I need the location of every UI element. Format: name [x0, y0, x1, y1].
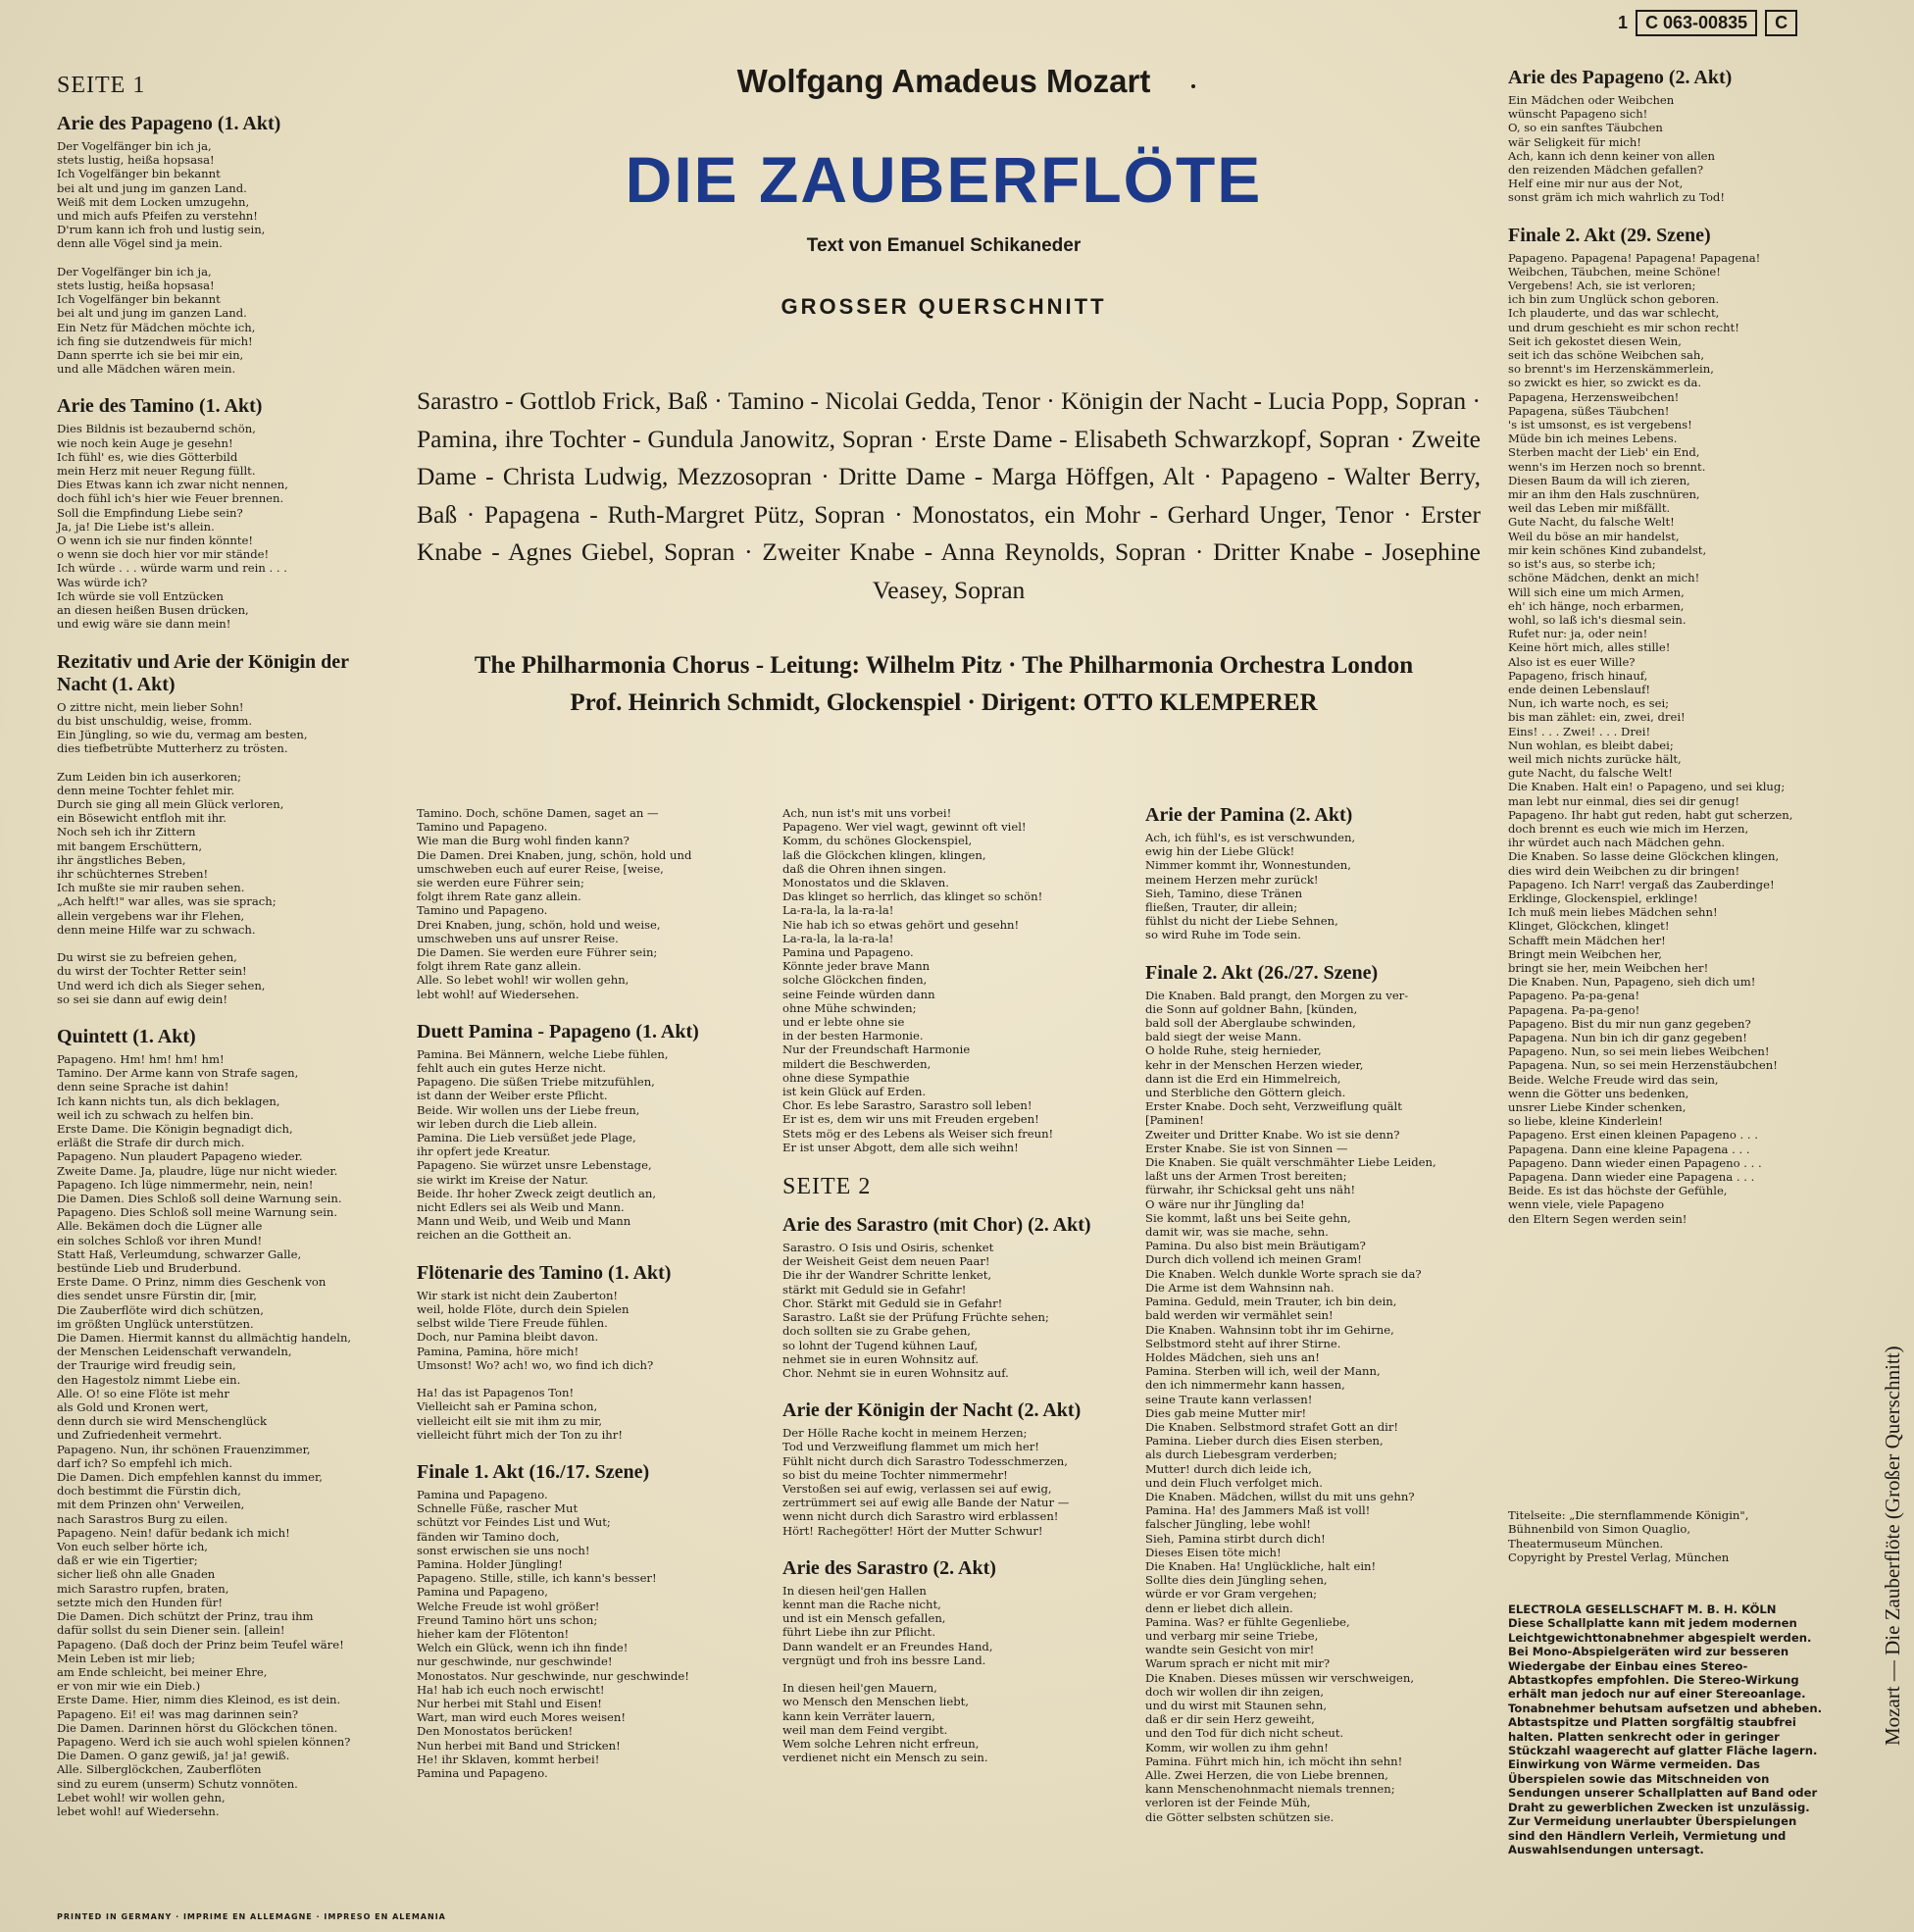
catalog-suffix: C [1765, 10, 1797, 36]
side-heading-2: SEITE 2 [782, 1174, 872, 1200]
catalog-number: C 063-00835 [1636, 10, 1757, 36]
section-title: Arie der Pamina (2. Akt) [1145, 804, 1353, 826]
libretto-credit: Text von Emanuel Schikaneder [806, 235, 1082, 256]
section-title: Arie des Papageno (1. Akt) [57, 113, 281, 134]
column-4 [1145, 804, 1498, 1844]
catalog-prefix: 1 [1618, 13, 1629, 32]
lyrics-text: Papageno. Papagena! Papagena! Papagena! Weibchen, Täubchen, meine Schöne! Vergebens! Ach, sie ist verloren; ich bin zum Unglück schon geboren. Ich plauderte, und das war schlecht, und drum geschieht es mir schon recht! Seit ich gekostet diesen Wein, seit ich das schöne Weibchen sah, so brennt's im Herzenskämmerlein, so zwickt es hier, so zwickt es da. Papagena, Herzensweibchen! Papagena, süßes Täubchen! 's ist umsonst, es ist vergebens! Müde bin ich meines Lebens. Sterben macht der Lieb' ein End, wenn's im Herzen noch so brennt. Diesen Baum da will ich zieren, mir an ihm den Hals zuschnüren, weil das Leben mir mißfällt. Gute Nacht, du falsche Welt! Weil du böse an mir handelst, mir kein schönes Kind zubandelst, so ist's aus, so sterbe ich; schöne Mädchen, denkt an mich! Will sich eine um mich Armen, eh' ich hänge, noch erbarmen, wohl, so laß ich's diesmal sein. Rufet nur: ja, oder nein! Keine hört mich, alles stille! Also ist es euer Wille? Papageno, frisch hinauf, ende deinen Lebenslauf! Nun, ich warte noch, es sei; bis man zählet: ein, zwei, drei! Eins! . . . Zwei! . . . Drei! Nun wohlan, es bleibt dabei; weil mich nichts zurücke hält, gute Nacht, du falsche Welt! Die Knaben. Halt ein! o Papageno, und sei klug; man lebt nur einmal, dies sei dir genug! Papageno. Ihr habt gut reden, habt gut scherzen, doch brennt es euch wie mich im Herzen, ihr würdet auch nach Mädchen gehn. Die Knaben. So lasse deine Glöckchen klingen, dies wird dein Weibchen zu dir bringen! Papageno. Ich Narr! vergaß das Zauberdinge! Erklinge, Glockenspiel, erklinge! Ich muß mein liebes Mädchen sehn! Klinget, Glöckchen, klinget! Schafft mein Mädchen her! Bringt mein Weibchen her, bringt sie her, mein Weibchen her! Die Knaben. Nun, Papageno, sieh dich um! Papageno. Pa-pa-gena! Papagena. Pa-pa-geno! Papageno. Bist du mir nun ganz gegeben? Papagena. Nun bin ich dir ganz gegeben! Papageno. Nun, so sei mein liebes Weibchen! Papagena. Nun, so sei mein Herzenstäubchen! Beide. Welche Freude wird das sein, wenn die Götter uns bedenken, unsrer Liebe Kinder schenken, so liebe, kleine Kinderlein! Papageno. Erst einen kleinen Papageno . . . Papagena. Dann eine kleine Papagena . . . Papageno. Dann wieder einen Papageno . . . Papagena. Dann wieder eine Papagena . . . Beide. Es ist das höchste der Gefühle, wenn viele, viele Papageno den Eltern Segen werden sein! [1508, 250, 1793, 1226]
decorative-dot [1191, 84, 1195, 88]
section-title: Arie des Tamino (1. Akt) [57, 395, 263, 418]
printed-in-notice: PRINTED IN GERMANY · IMPRIME EN ALLEMAGNE · IMPRESO EN ALEMANIA [57, 1912, 446, 1921]
lyrics-text: Sarastro. O Isis und Osiris, schenket der Weisheit Geist dem neuen Paar! Die ihr der Wandrer Schritte lenket, stärkt mit Geduld sie in Gefahr! Chor. Stärkt mit Geduld sie in Gefahr! Sarastro. Laßt sie der Prüfung Früchte sehen; doch sollten sie zu Grabe gehen, so lohnt der Tugend kühnen Lauf, nehmet sie in euren Wohnsitz auf. Chor. Nehmt sie in euren Wohnsitz auf. [782, 1241, 1049, 1380]
lyrics-text: Papageno. Hm! hm! hm! hm! Tamino. Der Arme kann von Strafe sagen, denn seine Sprache ist dahin! Ich kann nichts tun, als dich beklagen, weil ich zu schwach zu helfen bin. Erste Dame. Die Königin begnadigt dich, erläßt die Strafe dir durch mich. Papageno. Nun plaudert Papageno wieder. Zweite Dame. Ja, plaudre, lüge nur nicht wieder. Papageno. Ich lüge nimmermehr, nein, nein! Die Damen. Dies Schloß soll deine Warnung sein. Papageno. Dies Schloß soll meine Warnung sein. Alle. Bekämen doch die Lügner alle ein solches Schloß vor ihren Mund! Statt Haß, Verleumdung, schwarzer Galle, bestünde Lieb und Bruderbund. Erste Dame. O Prinz, nimm dies Geschenk von dies sendet unsre Fürstin dir, [mir, Die Zauberflöte wird dich schützen, im größten Unglück unterstützen. Die Damen. Hiermit kannst du allmächtig handeln, der Menschen Leidenschaft verwandeln, der Traurige wird freudig sein, den Hagestolz nimmt Liebe ein. Alle. O! so eine Flöte ist mehr als Gold und Kronen wert, denn durch sie wird Menschenglück und Zufriedenheit vermehrt. Papageno. Nun, ihr schönen Frauenzimmer, darf ich? So empfehl ich mich. Die Damen. Dich empfehlen kannst du immer, doch bestimmt die Fürstin dich, mit dem Prinzen ohn' Verweilen, nach Sarastros Burg zu eilen. Papageno. Nein! dafür bedank ich mich! Von euch selber hörte ich, daß er wie ein Tigertier; sicher ließ ohn alle Gnaden mich Sarastro rupfen, braten, setzte mich den Hunden für! Die Damen. Dich schützt der Prinz, trau ihm dafür sollst du sein Diener sein. [allein! Papageno. (Daß doch der Prinz beim Teufel wäre! Mein Leben ist mir lieb; am Ende schleicht, bei meiner Ehre, er von mir wie ein Dieb.) Erste Dame. Hier, nimm dies Kleinod, es ist dein. Papageno. Ei! ei! was mag darinnen sein? Die Damen. Darinnen hörst du Glöckchen tönen. Papageno. Werd ich sie auch wohl spielen können? Die Damen. O ganz gewiß, ja! ja! gewiß. Alle. Silberglöckchen, Zauberflöten sind zu eurem (unserm) Schutz vonnöten. Lebet wohl! wir wollen gehn, lebet wohl! auf Wiedersehn. [57, 1051, 352, 1818]
lyrics-text: Die Knaben. Bald prangt, den Morgen zu ver- die Sonn auf goldner Bahn, [künden, bald soll der Aberglaube schwinden, bald siegt der weise Mann. O holde Ruhe, steig hernieder, kehr in der Menschen Herzen wieder, dann ist die Erd ein Himmelreich, und Sterbliche den Göttern gleich. Erster Knabe. Doch seht, Verzweiflung quält [Paminen! Zweiter und Dritter Knabe. Wo ist sie denn? Erster Knabe. Sie ist von Sinnen — Die Knaben. Sie quält verschmähter Liebe Leiden, laßt uns der Armen Trost bereiten; fürwahr, ihr Schicksal geht uns näh! O wäre nur ihr Jüngling da! Sie kommt, laßt uns bei Seite gehn, damit wir, was sie mache, sehn. Pamina. Du also bist mein Bräutigam? Durch dich vollend ich meinen Gram! Die Knaben. Welch dunkle Worte sprach sie da? Die Arme ist dem Wahnsinn nah. Pamina. Geduld, mein Trauter, ich bin dein, bald werden wir vermählet sein! Die Knaben. Wahnsinn tobt ihr im Gehirne, Selbstmord steht auf ihrer Stirne. Holdes Mädchen, sieh uns an! Pamina. Sterben will ich, weil der Mann, den ich nimmermehr kann hassen, seine Traute kann verlassen! Dies gab meine Mutter mir! Die Knaben. Selbstmord strafet Gott an dir! Pamina. Lieber durch dies Eisen sterben, als durch Liebesgram verderben; Mutter! durch dich leide ich, und dein Fluch verfolget mich. Die Knaben. Mädchen, willst du mit uns gehn? Pamina. Ha! des Jammers Maß ist voll! falscher Jüngling, lebe wohl! Sieh, Pamina stirbt durch dich! Dieses Eisen töte mich! Die Knaben. Ha! Unglückliche, halt ein! Sollte dies dein Jüngling sehen, würde er vor Gram vergehen; denn er liebet dich allein. Pamina. Was? er fühlte Gegenliebe, und verbarg mir seine Triebe, wandte sein Gesicht von mir! Warum sprach er nicht mit mir? Die Knaben. Dieses müssen wir verschweigen, doch wir wollen dir ihn zeigen, und du wirst mit Staunen sehn, daß er dir sein Herz geweiht, und den Tod für dich nicht scheut. Komm, wir wollen zu ihm gehn! Pamina. Führt mich hin, ich möcht ihn sehn! Alle. Zwei Herzen, die von Liebe brennen, kann Menschenohnmacht niemals trennen; verloren ist der Feinde Müh, die Götter selbsten schützen sie. [1145, 988, 1436, 1824]
lyrics-text: Pamina. Bei Männern, welche Liebe fühlen, fehlt auch ein gutes Herze nicht. Papageno. Die süßen Triebe mitzufühlen, ist dann der Weiber erste Pflicht. Beide. Wir wollen uns der Liebe freun, wir leben durch die Lieb allein. Pamina. Die Lieb versüßet jede Plage, ihr opfert jede Kreatur. Papageno. Sie würzet unsre Lebenstage, sie wirkt im Kreise der Natur. Beide. Ihr hoher Zweck zeigt deutlich an, nicht Edlers sei als Weib und Mann. Mann und Weib, und Weib und Mann reichen an die Gottheit an. [417, 1046, 669, 1243]
lyrics-text: Ein Mädchen oder Weibchen wünscht Papageno sich! O, so ein sanftes Täubchen wär Seligkeit für mich! Ach, kann ich denn keiner von allen den reizenden Mädchen gefallen? Helf eine mir nur aus der Not, sonst gräm ich mich wahrlich zu Tod! [1508, 93, 1726, 205]
section-title: Finale 2. Akt (29. Szene) [1508, 224, 1711, 246]
credits-line-1: The Philharmonia Chorus - Leitung: Wilhelm Pitz · The Philharmonia Orchestra London [474, 652, 1414, 679]
section-title: Arie der Königin der Nacht (2. Akt) [782, 1399, 1082, 1422]
album-title: DIE ZAUBERFLÖTE [625, 143, 1263, 216]
section-title: Arie des Sarastro (mit Chor) (2. Akt) [782, 1214, 1091, 1237]
lyrics-text: Wir stark ist nicht dein Zauberton! weil, holde Flöte, durch dein Spielen selbst wilde Tiere Freude fühlen. Doch, nur Pamina bleibt davon. Pamina, Pamina, höre mich! Umsonst! Wo? ach! wo, wo find ich dich? Ha! das ist Papagenos Ton! Vielleicht sah er Pamina schon, vielleicht eilt sie mit ihm zu mir, vielleicht führt mich der Ton zu ihr! [417, 1288, 654, 1442]
lyrics-text: Dies Bildnis ist bezaubernd schön, wie noch kein Auge je gesehn! Ich fühl' es, wie dies Götterbild mein Herz mit neuer Regung füllt. Dies Etwas kann ich zwar nicht nennen, doch fühl ich's hier wie Feuer brennen. Soll die Empfindung Liebe sein? Ja, ja! Die Liebe ist's allein. O wenn ich sie nur finden könnte! o wenn sie doch hier vor mir stände! Ich würde . . . würde warm und rein . . . Was würde ich? Ich würde sie voll Entzücken an diesen heißen Busen drücken, und ewig wäre sie dann mein! [57, 422, 288, 632]
lyrics-text: Der Hölle Rache kocht in meinem Herzen; Tod und Verzweiflung flammet um mich her! Fühlt nicht durch dich Sarastro Todesschmerzen, so bist du meine Tochter nimmermehr! Verstoßen sei auf ewig, verlassen sei auf ewig, zertrümmert sei auf ewig alle Bande der Natur — wenn nicht durch dich Sarastro wird erblassen! Hört! Rachegötter! Hört der Mutter Schwur! [782, 1426, 1070, 1538]
section-title: Flötenarie des Tamino (1. Akt) [417, 1261, 672, 1284]
lyrics-text: Pamina und Papageno. Schnelle Füße, rascher Mut schützt vor Feindes List und Wut; fänden wir Tamino doch, sonst erwischen sie uns noch! Pamina. Holder Jüngling! Papageno. Stille, stille, ich kann's besser! Pamina und Papageno, Welche Freude ist wohl größer! Freund Tamino hört uns schon; hieher kam der Flötenton! Welch ein Glück, wenn ich ihn finde! nur geschwinde, nur geschwinde! Monostatos. Nur geschwinde, nur geschwinde! Ha! hab ich euch noch erwischt! Nur herbei mit Stahl und Eisen! Wart, man wird euch Mores weisen! Den Monostatos berücken! Nun herbei mit Band und Stricken! He! ihr Sklaven, kommt herbei! Pamina und Papageno. [417, 1487, 689, 1780]
cover-art-credit: Titelseite: „Die sternflammende Königin", Bühnenbild von Simon Quaglio, Theatermuseum München. Copyright by Prestel Verlag, München [1508, 1508, 1749, 1565]
lyrics-text: In diesen heil'gen Hallen kennt man die Rache nicht, und ist ein Mensch gefallen, führt Liebe ihn zur Pflicht. Dann wandelt er an Freundes Hand, vergnügt und froh ins bessre Land. In diesen heil'gen Mauern, wo Mensch den Menschen liebt, kann kein Verräter lauern, weil man dem Feind vergibt. Wem solche Lehren nicht erfreun, verdienet nicht ein Mensch zu sein. [782, 1583, 993, 1765]
spine-text: Mozart — Die Zauberflöte (Großer Querschnitt) [1881, 1346, 1904, 1746]
side-heading-1: SEITE 1 [57, 73, 146, 98]
lyrics-text: Der Vogelfänger bin ich ja, stets lustig, heißa hopsasa! Ich Vogelfänger bin bekannt bei alt und jung im ganzen Land. Weiß mit dem Locken umzugehn, und mich aufs Pfeifen zu verstehn! D'rum kann ich froh und lustig sein, denn alle Vögel sind ja mein. Der Vogelfänger bin ich ja, stets lustig, heißa hopsasa! Ich Vogelfänger bin bekannt bei alt und jung im ganzen Land. Ein Netz für Mädchen möchte ich, ich fing sie dutzendweis für mich! Dann sperrte ich sie bei mir ein, und alle Mädchen wären mein. [57, 139, 266, 377]
catalog-number-block [1618, 10, 1797, 36]
section-title: Arie des Papageno (2. Akt) [1508, 67, 1733, 88]
column-5 [1508, 67, 1841, 1246]
composer-name: Wolfgang Amadeus Mozart [736, 63, 1151, 99]
lyrics-text: Ach, ich fühl's, es ist verschwunden, ewig hin der Liebe Glück! Nimmer kommt ihr, Wonnestunden, meinem Herzen mehr zurück! Sieh, Tamino, diese Tränen fließen, Trauter, dir allein; fühlst du nicht der Liebe Sehnen, so wird Ruhe im Tode sein. [1145, 831, 1356, 942]
section-title: Arie des Sarastro (2. Akt) [782, 1556, 996, 1579]
electrola-notice: ELECTROLA GESELLSCHAFT M. B. H. KÖLN Diese Schallplatte kann mit jedem modernen Leichtgewichttonabnehmer abgespielt werden. Bei Mono-Abspielgeräten wird zur besseren Wiedergabe der Einbau eines Stereo- Abtastkopfes empfohlen. Die Stereo-Wirkung erhält man jedoch nur auf einer Stereoanlage. Tonabnehmer behutsam aufsetzen und abheben. Abtastspitze und Platten sorgfältig staubfrei halten. Platten senkrecht oder in geringer Stückzahl waagerecht auf glatter Fläche lagern. Einwirkung von Wärme vermeiden. Das Überspielen sowie das Mitschneiden von Sendungen unserer Schallplatten auf Band oder Draht zu gewerblichen Zwecken ist unzulässig. Zur Vermeidung unerlaubter Überspielungen sind den Händlern Verleih, Vermietung und Auswahlsendungen untersagt. [1508, 1602, 1823, 1856]
lyrics-text: Tamino. Doch, schöne Damen, saget an — Tamino und Papageno. Wie man die Burg wohl finden kann? Die Damen. Drei Knaben, jung, schön, hold und umschweben euch auf eurer Reise, [weise, sie werden eure Führer sein; folgt ihrem Rate ganz allein. Tamino und Papageno. Drei Knaben, jung, schön, hold und weise, umschweben uns auf unsrer Reise. Die Damen. Sie werden eure Führer sein; folgt ihrem Rate ganz allein. Alle. So lebet wohl! wir wollen gehn, lebt wohl! auf Wiedersehen. [417, 806, 692, 1001]
column-1 [57, 73, 371, 1838]
column-2 [417, 806, 765, 1800]
column-3 [782, 806, 1106, 1784]
lyrics-text: Ach, nun ist's mit uns vorbei! Papageno. Wer viel wagt, gewinnt oft viel! Komm, du schönes Glockenspiel, laß die Glöckchen klingen, klingen, daß die Ohren ihnen singen. Monostatos und die Sklaven. Das klinget so herrlich, das klinget so schön! La-ra-la, la la-ra-la! Nie hab ich so etwas gehört und gesehn! La-ra-la, la la-ra-la! Pamina und Papageno. Könnte jeder brave Mann solche Glöckchen finden, seine Feinde würden dann ohne Mühe schwinden; und er lebte ohne sie in der besten Harmonie. Nur der Freundschaft Harmonie mildert die Beschwerden, ohne diese Sympathie ist kein Glück auf Erden. Chor. Es lebe Sarastro, Sarastro soll leben! Er ist es, dem wir uns mit Freuden ergeben! Stets mög er des Lebens als Weiser sich freun! Er ist unser Abgott, dem alle sich weihn! [782, 806, 1054, 1154]
section-title: Quintett (1. Akt) [57, 1025, 196, 1047]
section-title: Finale 1. Akt (16./17. Szene) [417, 1460, 650, 1483]
credits-line-2: Prof. Heinrich Schmidt, Glockenspiel · Dirigent: OTTO KLEMPERER [570, 689, 1318, 716]
performer-credits [387, 647, 1500, 722]
section-title: Rezitativ und Arie der Königin der Nacht (1. Akt) [57, 650, 349, 695]
cast-list: Sarastro - Gottlob Frick, Baß · Tamino - Nicolai Gedda, Tenor · Königin der Nacht - Lucia Popp, Sopran · Pamina, ihre Tochter - Gundula Janowitz, Sopran · Erste Dame - Elisabeth Schwarzkopf, Sopran · Zweite Dame - Christa Ludwig, Mezzosopran · Dritte Dame - Marga Höffgen, Alt · Papageno - Walter Berry, Baß · Papagena - Ruth-Margret Pütz, Sopran · Monostatos, ein Mohr - Gerhard Unger, Tenor · Erster Knabe - Agnes Giebel, Sopran · Zweiter Knabe - Anna Reynolds, Sopran · Dritter Knabe - Josephine Veasey, Sopran [417, 386, 1481, 604]
section-title: Finale 2. Akt (26./27. Szene) [1145, 961, 1379, 984]
lyrics-text: O zittre nicht, mein lieber Sohn! du bist unschuldig, weise, fromm. Ein Jüngling, so wie du, vermag am besten, dies tiefbetrübte Mutterherz zu trösten. Zum Leiden bin ich auserkoren; denn meine Tochter fehlet mir. Durch sie ging all mein Glück verloren, ein Bösewicht entfloh mit ihr. Noch seh ich ihr Zittern mit bangem Erschüttern, ihr ängstliches Beben, ihr schüchternes Streben! Ich mußte sie mir rauben sehen. „Ach helft!" war alles, was sie sprach; allein vergebens war ihr Flehen, denn meine Hilfe war zu schwach. Du wirst sie zu befreien gehen, du wirst der Tochter Retter sein! Und werd ich dich als Sieger sehen, so sei sie dann auf ewig dein! [57, 699, 308, 1006]
album-subtitle: GROSSER QUERSCHNITT [781, 294, 1107, 319]
section-title: Duett Pamina - Papageno (1. Akt) [417, 1020, 699, 1042]
